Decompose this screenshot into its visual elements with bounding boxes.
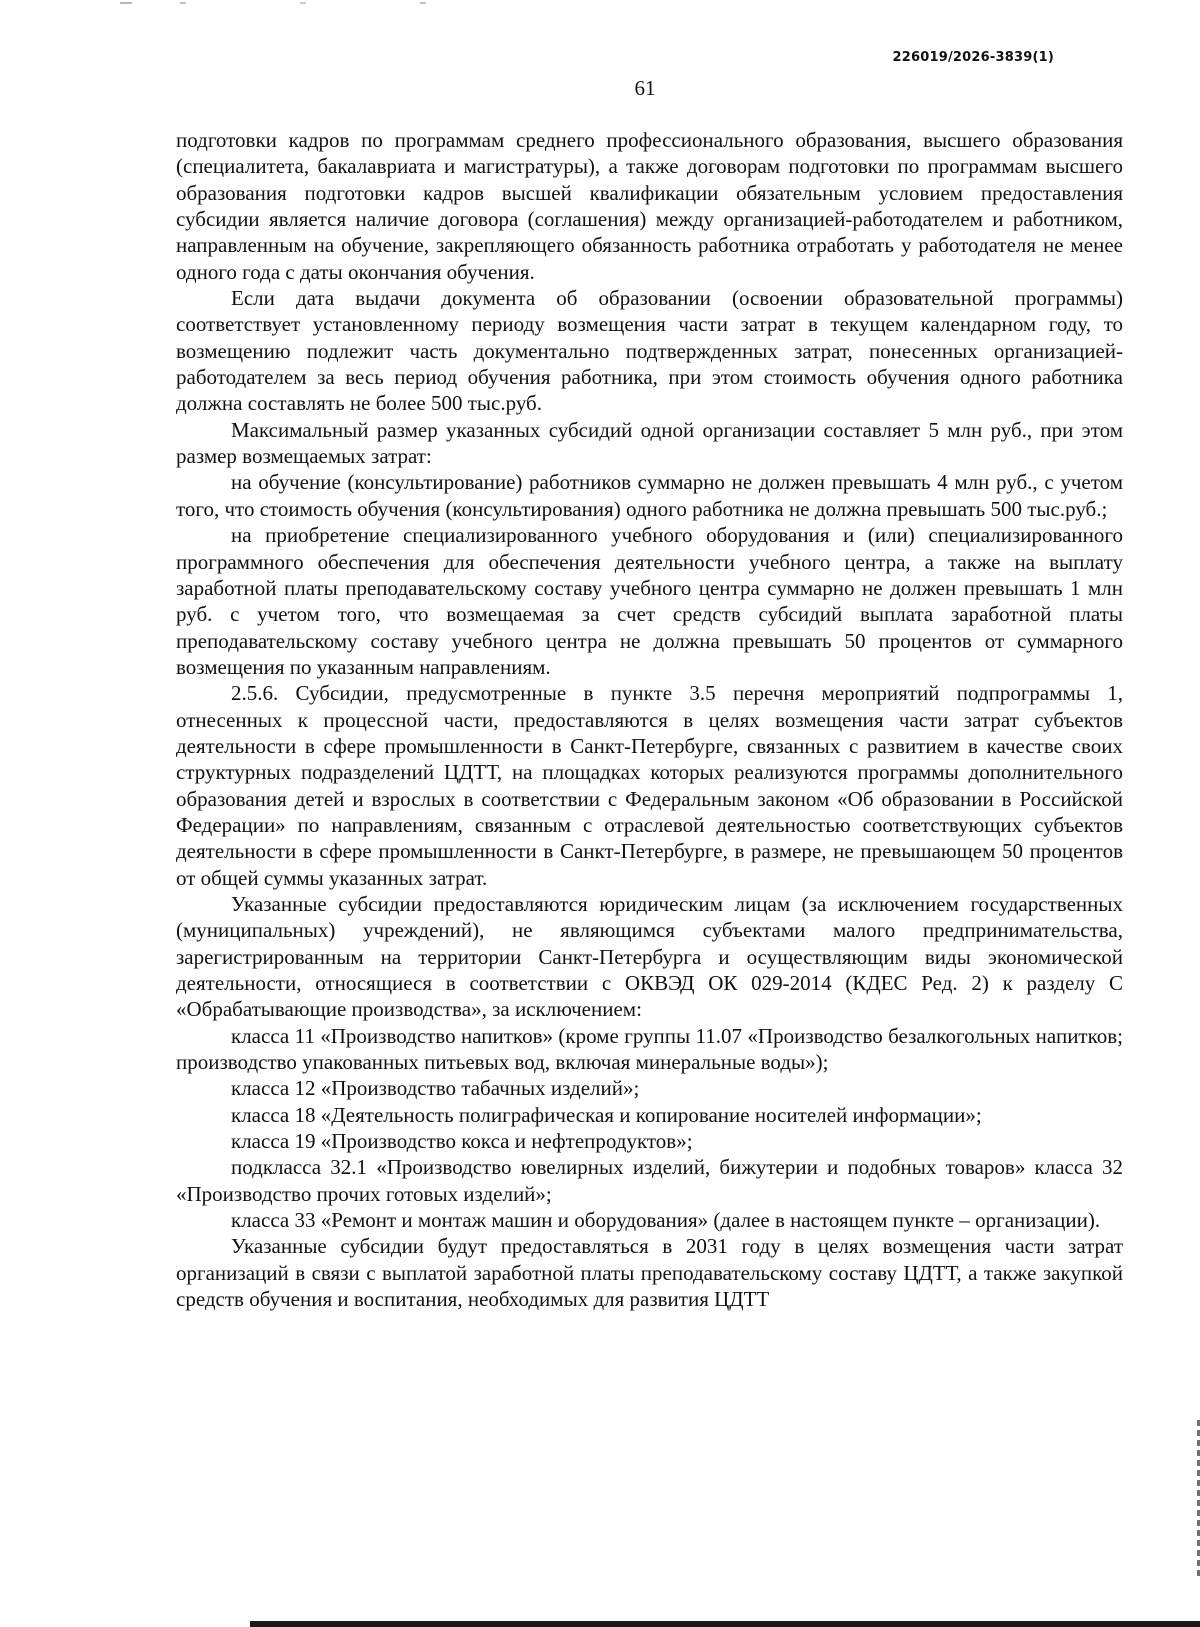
page-number: 61 [634,76,656,100]
scan-artifact-bottom-edge [250,1621,1200,1627]
list-item-exclusion: класса 11 «Производство напитков» (кроме группы 11.07 «Производство безалкогольных напитков; производство упакованных питьевых вод, включая минеральные воды»); [176,1023,1123,1075]
list-item-exclusion: класса 18 «Деятельность полиграфическая и копирование носителей информации»; [231,1102,982,1127]
list-item-exclusion: подкласса 32.1 «Производство ювелирных изделий, бижутерии и подобных товаров» класса 32 «Производство прочих готовых изделий»; [176,1155,1123,1206]
paragraph: на обучение (консультирование) работников суммарно не должен превышать 4 млн руб., с учетом того, что стоимость обучения (консультирования) одного работника не должна превышать 500 тыс.руб.; [176,470,1123,521]
paragraph: Указанные субсидии будут предоставляться в 2031 году в целях возмещения части затрат организаций в связи с выплатой заработной платы преподавательскому составу ЦДТТ, а также закупкой средств обучения и воспитания, необходимых для развития ЦДТТ [176,1234,1123,1312]
document-registration-number: 226019/2026-3839(1) [892,50,1054,65]
paragraph: Максимальный размер указанных субсидий одной организации составляет 5 млн руб., при этом размер возмещаемых затрат: [176,417,1123,469]
document-body [176,127,1123,1312]
paragraph: на приобретение специализированного учебного оборудования и (или) специализированного программного обеспечения для обеспечения деятельности учебного центра, а также на выплату заработной платы преподавательскому составу учебного центра суммарно не должен превышать 1 млн руб. с учетом того, что возмещаемая за счет средств субсидий выплата заработной платы преподавательскому составу учебного центра не должна превышать 50 процентов от суммарного возмещения по указанным направлениям. [176,523,1123,679]
list-item-exclusion: класса 33 «Ремонт и монтаж машин и оборудования» (далее в настоящем пункте – организации). [231,1208,1101,1233]
paragraph-section-2-5-6: 2.5.6. Субсидии, предусмотренные в пункте 3.5 перечня мероприятий подпрограммы 1, отнесенных к процессной части, предоставляются в целях возмещения части затрат субъектов деятельности в сфере промышленности в Санкт-Петербурге, связанных с развитием в качестве своих структурных подразделений ЦДТТ, на площадках которых реализуются программы дополнительного образования детей и взрослых в соответствии с Федеральным законом «Об образовании в Российской Федерации» по направлениям, связанным с отраслевой деятельностью соответствующих субъектов деятельности в сфере промышленности в Санкт-Петербурге, в размере, не превышающем 50 процентов от общей суммы указанных затрат. [176,681,1123,890]
paragraph: Указанные субсидии предоставляются юридическим лицам (за исключением государственных (муниципальных) учреждений), не являющимся субъектами малого предпринимательства, зарегистрированным на территории Санкт-Петербурга и осуществляющим виды экономической деятельности, относящиеся в соответствии с ОКВЭД ОК 029-2014 (КДЕС Ред. 2) к разделу С «Обрабатывающие производства», за исключением: [176,891,1123,1022]
list-item-exclusion: класса 12 «Производство табачных изделий»; [231,1076,640,1101]
list-item-exclusion: класса 19 «Производство кокса и нефтепродуктов»; [231,1129,693,1154]
scan-artifact-top [120,2,720,4]
paragraph: Если дата выдачи документа об образовании (освоении образовательной программы) соответствует установленному периоду возмещения части затрат в текущем календарном году, то возмещению подлежит часть документально подтвержденных затрат, понесенных организацией-работодателем за весь период обучения работника, при этом стоимость обучения одного работника должна составлять не более 500 тыс.руб. [176,286,1123,416]
paragraph-continuation: подготовки кадров по программам среднего профессионального образования, высшего образования (специалитета, бакалавриата и магистратуры), а также договорам подготовки по программам высшего образования подготовки кадров высшей квалификации обязательным условием предоставления субсидии является наличие договора (соглашения) между организацией-работодателем и работником, направленным на обучение, закрепляющего обязанность работника отработать у работодателя не менее одного года с даты окончания обучения. [176,128,1123,284]
